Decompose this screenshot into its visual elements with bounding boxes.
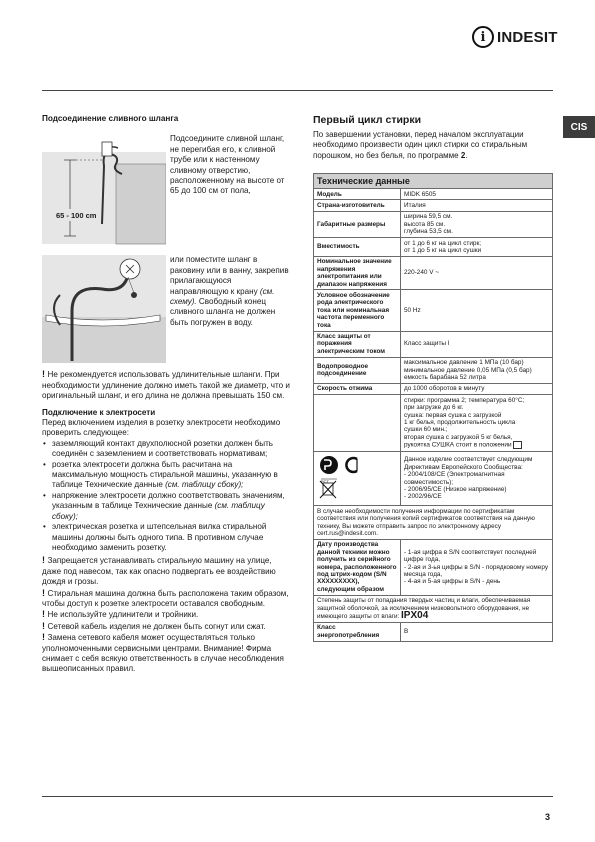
table-reference: (см. таблицу сбоку); (52, 501, 265, 521)
ip-rating (314, 595, 553, 622)
row-key: Водопроводное подсоединение (314, 357, 401, 383)
extension-note-text: Не рекомендуется использовать удлинительные шланги. При необходимости удлинение должно иметь такой же диаметр, что и оригинальный шланг, и его длина не должна превышать 150 см. (42, 370, 290, 401)
warning-text: Стиральная машина должна быть расположена таким образом, чтобы доступ к розетке электросети оставался свободным. (42, 588, 289, 608)
value-line: при загрузке до 6 кг. (404, 404, 464, 412)
right-column (313, 114, 553, 161)
indesit-logo (472, 26, 558, 48)
table-row (314, 451, 553, 505)
row-value (401, 211, 553, 237)
list-item: • электрическая розетка и штепсельная вилка стиральной машины должны быть одного типа. В противном случае необходимо заменить розетку. (42, 522, 290, 553)
language-tab: CIS (563, 116, 595, 138)
hose-section-title: Подсоединение сливного шланга (42, 114, 179, 123)
table-row (314, 331, 553, 357)
ip-code: IPX04 (401, 610, 429, 622)
value-line: минимальное давление 0,05 МПа (0,5 бар) (404, 366, 532, 374)
value-line: сушки 60 мин.; (404, 426, 448, 434)
first-wash-text-a: По завершении установки, перед началом эксплуатации необходимо произвести один цикл стирки со стиральным порошком, но без белья, по программе (313, 130, 528, 160)
certificate-info: В случае необходимости получения информации по сертификатам соответствия или получения копий сертификатов соответствия на данную технику, Вы можете отправить запрос по электронному адресу cert.rus@indesit.com. (314, 506, 553, 540)
value-line: 1 кг белья, продолжительность цикла (404, 419, 516, 427)
row-value (401, 357, 553, 383)
warning-icon: ! (42, 555, 48, 566)
warning-icon: ! (42, 587, 48, 598)
hose-wall-text: Подсоедините сливной шланг, не перегибая его, к сливной трубе или к настенному сливному отверстию, расположенному на высоте от 65 до 100 см от пола, (170, 134, 285, 196)
electrical-checklist (42, 439, 290, 553)
row-key: Габаритные размеры (314, 211, 401, 237)
certification-marks-cell (314, 451, 401, 505)
value-line: от 1 до 6 кг на цикл стирк; (404, 239, 482, 247)
table-row (314, 595, 553, 622)
scheme-reference: (см. схему). (170, 286, 275, 307)
logo-mark: i (472, 26, 494, 48)
value-line (404, 441, 549, 449)
value-line: максимальное давление 1 МПа (10 бар) (404, 359, 524, 367)
logo-wordmark: INDESIT (497, 28, 558, 46)
hose-figure-1-row (42, 134, 290, 249)
value-line: - 2-ая и 3-ья цифры в S/N - порядковому номеру месяца года, (404, 563, 549, 579)
warning-extensions (42, 609, 290, 620)
row-value: Италия (401, 200, 553, 211)
hose-figure-2-row (42, 255, 290, 363)
value-line: Данное изделие соответствует следующим Директивам Европейского Сообщества: (404, 456, 533, 471)
ip-rating-text: Степень защиты от попадания твердых частиц и влаги, обеспечиваемая защитной оболочкой, за исключением низковольтного оборудования, не имеющего защиты от влаги: (317, 597, 531, 621)
warning-icon: ! (42, 609, 48, 620)
table-row (314, 622, 553, 641)
hose-sink-text-c: Свободный конец сливного шланга не должен быть погружен в воду. (170, 297, 276, 327)
table-reference: (см. таблицу сбоку); (165, 480, 244, 490)
list-item: • заземляющий контакт двухполюсной розетки должен быть соединён с заземлением и соответствовать нормативам; (42, 439, 290, 460)
row-key: Условное обозначение рода электрического тока или номинальная частота переменного тока (314, 290, 401, 331)
value-line: - 1-ая цифра в S/N соответствует последней цифре года, (404, 548, 537, 564)
row-key: Номинальное значение напряжения электропитания или диапазон напряжения (314, 256, 401, 290)
table-row (314, 357, 553, 383)
warning-text: Сетевой кабель изделия не должен быть согнут или сжат. (47, 621, 266, 631)
value-line: стирки: программа 2; температура 60°С; (404, 396, 525, 404)
table-row (314, 256, 553, 290)
row-key: Класс защиты от поражения электрическим током (314, 331, 401, 357)
row-value: 220-240 V ~ (401, 256, 553, 290)
table-row (314, 395, 553, 452)
row-key: Скорость отжима (314, 383, 401, 394)
eac-mark-label: PCT (321, 478, 329, 484)
extension-note (42, 369, 290, 401)
page-number: 3 (545, 812, 551, 822)
value-line: высота 85 см. (404, 220, 446, 228)
test-programs-value (401, 395, 553, 452)
dryer-knob-icon (513, 441, 522, 449)
row-key: Модель (314, 189, 401, 200)
row-key: Страна-изготовитель (314, 200, 401, 211)
drain-hose-sink-illustration (42, 255, 166, 363)
program-number: 2 (460, 150, 466, 160)
hose-sink-text (170, 255, 290, 363)
first-wash-text-end: . (465, 150, 468, 160)
footer-divider (42, 796, 553, 797)
table-row (314, 539, 553, 595)
value-line: ширина 59,5 см. (404, 213, 453, 221)
table-row (314, 506, 553, 540)
value-line: - 2006/95/CE (Низкое напряжение) (404, 485, 507, 493)
electrical-section-title: Подключение к электросети (42, 407, 156, 417)
warning-icon: ! (42, 620, 48, 631)
technical-data-table (313, 173, 553, 642)
row-value: B (401, 622, 553, 641)
table-row (314, 189, 553, 200)
left-column (42, 114, 290, 675)
row-value: Класс защиты I (401, 331, 553, 357)
warning-icon: ! (42, 632, 48, 643)
table-row (314, 200, 553, 211)
row-key: Класс энергопотребления (314, 622, 401, 641)
value-line: емкость барабана 52 литра (404, 374, 486, 382)
hose-sink-text-a: или поместите шланг в раковину или в ванну, закрепив прилагающуюся направляющую к крану (170, 255, 289, 296)
list-item (42, 491, 290, 522)
warning-icon: ! (42, 369, 48, 380)
row-value: до 1000 оборотов в минуту (401, 383, 553, 394)
table-title: Технические данные (314, 174, 553, 189)
first-wash-title: Первый цикл стирки (313, 114, 422, 126)
table-row (314, 238, 553, 257)
warning-cable-replacement (42, 632, 290, 675)
drain-hose-wall-illustration (42, 134, 166, 249)
warning-text: Запрещается устанавливать стиральную машину на улице, даже под навесом, так как опасно подвергать ее воздействию дождя и грозы. (42, 556, 276, 587)
directives-value (401, 451, 553, 505)
value-line-text: рукоятка СУШКА стоит в положении (404, 441, 512, 449)
warning-cable-bend (42, 621, 290, 632)
warning-outdoor (42, 555, 290, 587)
row-key: Дату производства данной техники можно получить из серийного номера, расположенного под штрих-кодом (S/N XXXXXXXXX), следующим образом (314, 539, 401, 595)
row-value (401, 539, 553, 595)
list-item-text: напряжение электросети должно соответствовать значениям, указанным в таблице Технические данные (52, 490, 285, 511)
warning-text: Замена сетевого кабеля может осуществляться только уполномоченными сервисными центрами. Внимание! Фирма снимает с себя всякую ответственность в случае несоблюдения вышеописанных правил. (42, 633, 284, 674)
list-item-text: розетка электросети должна быть расчитана на максимальную мощность стиральной машины, указанную в таблице Технические данные (52, 459, 278, 490)
height-range-label: 65 - 100 cm (56, 211, 97, 221)
value-line: - 2004/108/CE (Электромагнитная совместимость); (404, 471, 505, 486)
list-item (42, 460, 290, 491)
value-line: - 2002/96/CE (404, 493, 442, 501)
electrical-intro: Перед включением изделия в розетку электросети необходимо проверить следующее: (42, 418, 281, 438)
header-divider (42, 90, 553, 91)
table-row (314, 211, 553, 237)
test-programs-empty-cell (314, 395, 401, 452)
row-value: 50 Hz (401, 290, 553, 331)
value-line: глубина 53,5 см. (404, 228, 453, 236)
row-value: MIDK 6505 (401, 189, 553, 200)
value-line: сушка: первая сушка с загрузкой (404, 411, 502, 419)
row-value (401, 238, 553, 257)
value-line: вторая сушка с загрузкой 5 кг белья, (404, 433, 513, 441)
table-row (314, 383, 553, 394)
warning-socket-access (42, 588, 290, 610)
value-line: от 1 до 5 кг на цикл сушки (404, 246, 482, 254)
row-key: Вместимость (314, 238, 401, 257)
value-line: - 4-ая и 5-ая цифры в S/N - день (404, 578, 501, 586)
warning-text: Не используйте удлинители и тройники. (47, 610, 199, 620)
table-row (314, 290, 553, 331)
table-header-row (314, 174, 553, 189)
first-wash-text (313, 130, 553, 161)
